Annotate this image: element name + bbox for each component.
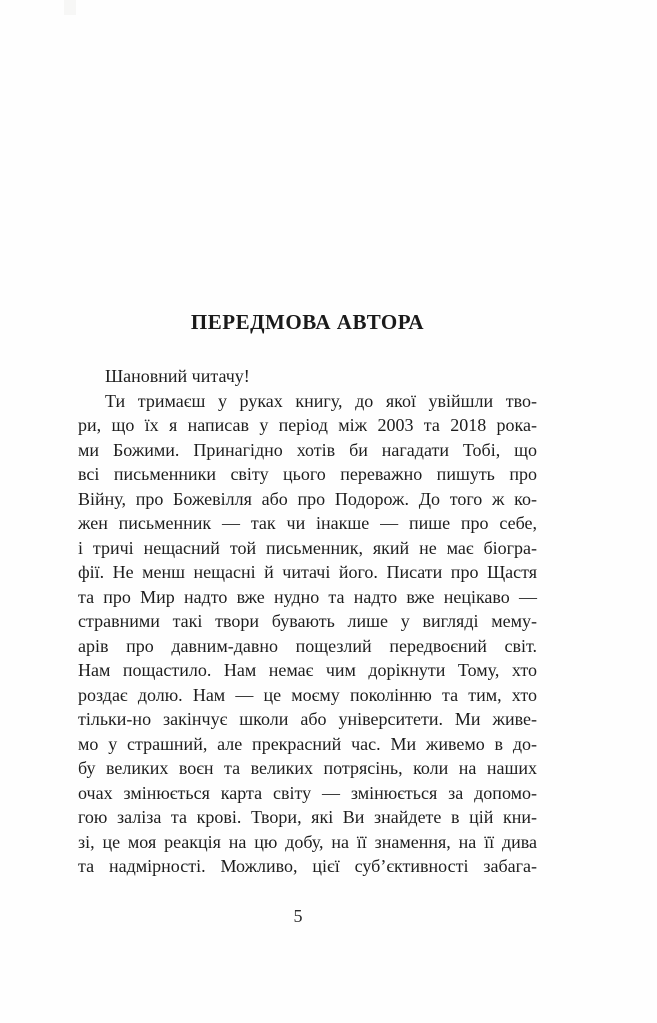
salutation-line: Шановний читачу! xyxy=(105,366,250,386)
chapter-heading: ПЕРЕДМОВА АВТОРА xyxy=(190,310,425,334)
paragraph xyxy=(78,389,537,879)
text-line: роздає долю. Нам — це моєму поколінню та тим, хто xyxy=(78,684,537,705)
text-line: бу великих воєн та великих потрясінь, коли на наших xyxy=(78,758,537,778)
text-line: Нам пощастило. Нам немає чим дорікнути Тому, хто xyxy=(78,660,537,680)
text-line: і тричі нещасний той письменник, який не має біогра- xyxy=(78,537,537,558)
text-line: ми Божими. Принагідно хотів би нагадати Тобі, що xyxy=(78,439,537,460)
text-column xyxy=(78,0,537,879)
text-line: жен письменник — так чи інакше — пише про себе, xyxy=(78,513,537,533)
text-line: очах змінюється карта світу — змінюється за допомо- xyxy=(78,782,537,803)
scan-artifact xyxy=(64,0,76,15)
text-line: всі письменники світу цього переважно пишуть про xyxy=(78,464,537,484)
text-line: мо у страшний, але прекрасний час. Ми живемо в до- xyxy=(78,733,537,754)
text-line: гою заліза та крові. Твори, які Ви знайдете в цій кни- xyxy=(78,807,537,827)
page-number: 5 xyxy=(293,906,303,926)
text-line: фії. Не менш нещасні й читачі його. Писати про Щастя xyxy=(78,562,537,582)
text-line: арів про давним-давно пощезлий передвоєний світ. xyxy=(78,635,537,656)
text-line: стравними такі твори бувають лише у вигляді мему- xyxy=(78,611,537,631)
text-line: зі, це моя реакція на цю добу, на її знамення, на її дива xyxy=(78,831,537,852)
text-line: та надмірності. Можливо, цієї суб’єктивності забага- xyxy=(78,856,537,876)
text-line: Ти тримаєш у руках книгу, до якої увійшли тво- xyxy=(105,390,537,411)
text-line: ри, що їх я написав у період між 2003 та 2018 рока- xyxy=(78,415,537,435)
text-line: та про Мир надто вже нудно та надто вже нецікаво — xyxy=(78,586,537,607)
text-line: Війну, про Божевілля або про Подорож. До того ж ко- xyxy=(78,488,537,509)
text-line: тільки-но закінчує школи або університети. Ми живе- xyxy=(78,709,537,729)
